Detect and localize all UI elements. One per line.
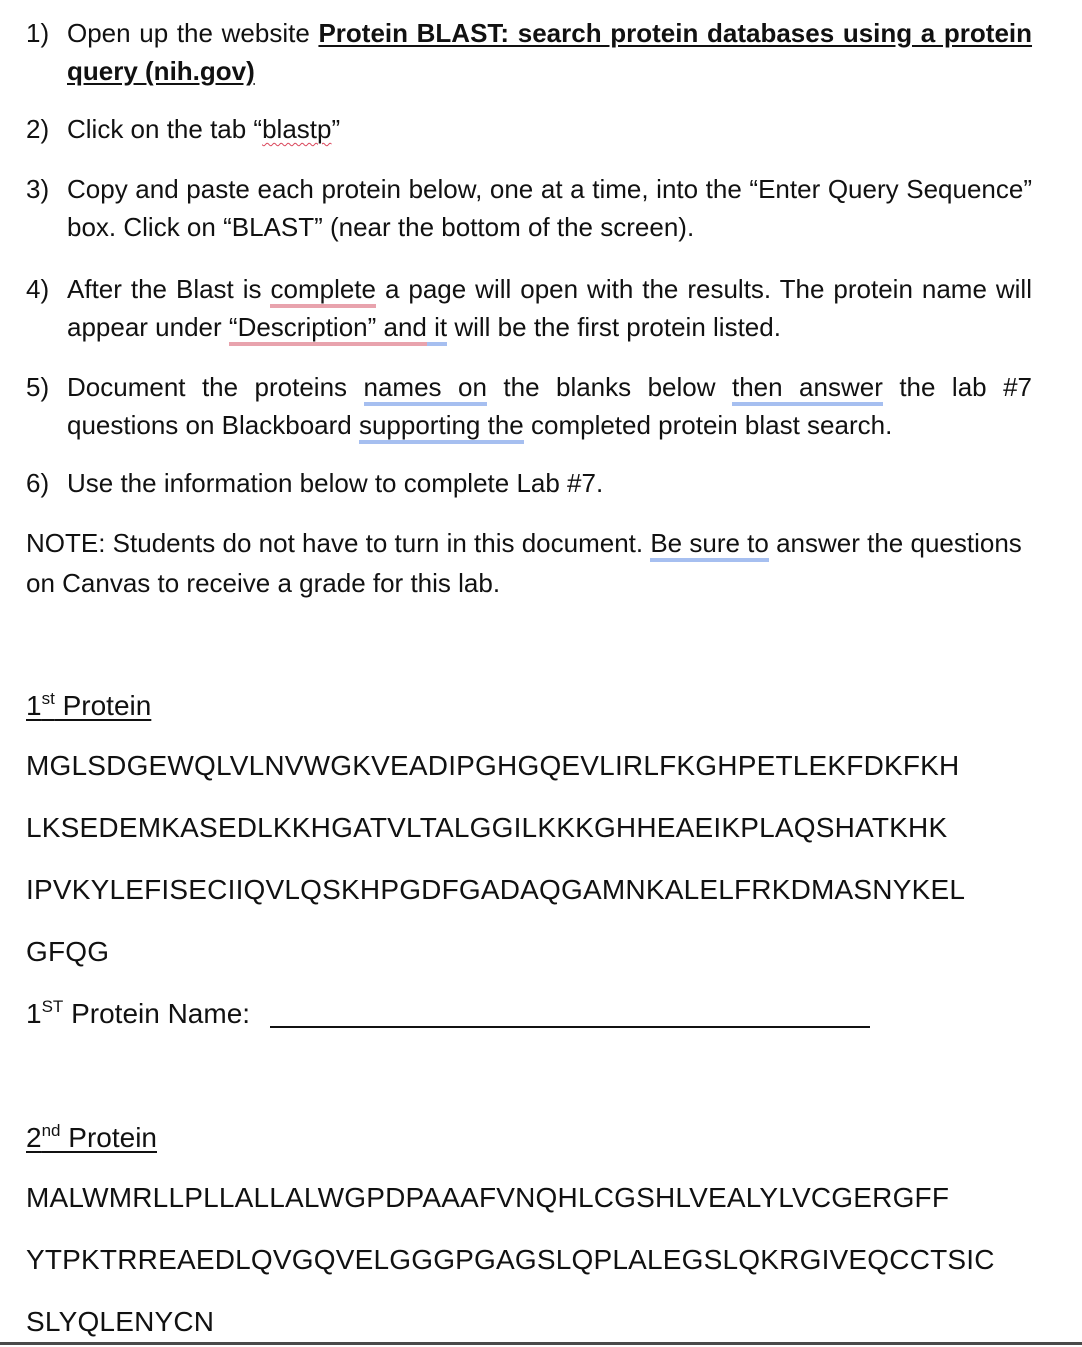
page-bottom-border [0, 1342, 1082, 1345]
style-flag: names on [364, 372, 487, 406]
grammar-flag: complete [270, 274, 376, 308]
protein-1-sequence-line: LKSEDEMKASEDLKKHGATVLTALGGILKKKGHHEAEIKPLAQSHATKHK [26, 812, 948, 843]
step-number: 2) [26, 114, 50, 144]
step-number: 4) [26, 274, 50, 304]
protein-1-name-blank[interactable] [270, 1026, 870, 1028]
protein-blast-link[interactable]: Protein BLAST: search protein databases using a protein query (nih.gov) [67, 18, 1033, 86]
protein-1-sequence-line: GFQG [26, 936, 110, 967]
protein-1-sequence-line: MGLSDGEWQLVLNVWGKVEADIPGHGQEVLIRLFKGHPETLEKFDKFKH [26, 750, 960, 781]
style-flag: then answer [732, 372, 883, 406]
protein-1-sequence-line: IPVKYLEFISECIIQVLQSKHPGDFGADAQGAMNKALELFRKDMASNYKEL [26, 874, 966, 905]
step-number: 1) [26, 18, 50, 48]
step-2 [26, 110, 1032, 148]
step-number: 6) [26, 468, 50, 498]
spellcheck-word: blastp [262, 114, 332, 144]
step-3 [26, 170, 1032, 246]
step-1 [26, 14, 1032, 90]
note-paragraph: NOTE: Students do not have to turn in this document. Be sure to answer the questions on Canvas to receive a grade for this lab. [26, 528, 1022, 598]
step-5 [26, 368, 1032, 444]
step-text: Document the proteins names on the blanks below then answer the lab #7 questions on Blackboard supporting the completed protein blast search. [67, 368, 1032, 444]
protein-2-sequence-line: MALWMRLLPLLALLALWGPDPAAAFVNQHLCGSHLVEALYLVCGERGFF [26, 1182, 950, 1213]
step-text: Use the information below to complete Lab #7. [67, 468, 604, 498]
step-6 [26, 464, 1032, 502]
style-flag: it [427, 312, 447, 346]
step-text: Open up the website Protein BLAST: search protein databases using a protein query (nih.gov) [67, 18, 1033, 86]
grammar-flag: “Description” and [229, 312, 427, 346]
style-flag: supporting the [359, 410, 524, 444]
protein-1-name-label: 1ST Protein Name: [26, 997, 251, 1029]
protein-1-heading: 1st Protein [26, 689, 152, 721]
protein-2-heading: 2nd Protein [26, 1121, 157, 1153]
step-number: 5) [26, 372, 50, 402]
step-number: 3) [26, 174, 50, 204]
style-flag: Be sure to [650, 528, 769, 562]
step-text: After the Blast is complete a page will open with the results. The protein name will appear under “Description” and it will be the first protein listed. [67, 270, 1032, 346]
protein-2-sequence-line: YTPKTRREAEDLQVGQVELGGGPGAGSLQPLALEGSLQKRGIVEQCCTSIC [26, 1244, 995, 1275]
step-text: Copy and paste each protein below, one at a time, into the “Enter Query Sequence” box. Click on “BLAST” (near the bottom of the screen). [67, 174, 1032, 242]
step-text: Click on the tab “blastp” [67, 114, 341, 144]
protein-2-sequence-line: SLYQLENYCN [26, 1306, 215, 1337]
step-4 [26, 270, 1032, 346]
